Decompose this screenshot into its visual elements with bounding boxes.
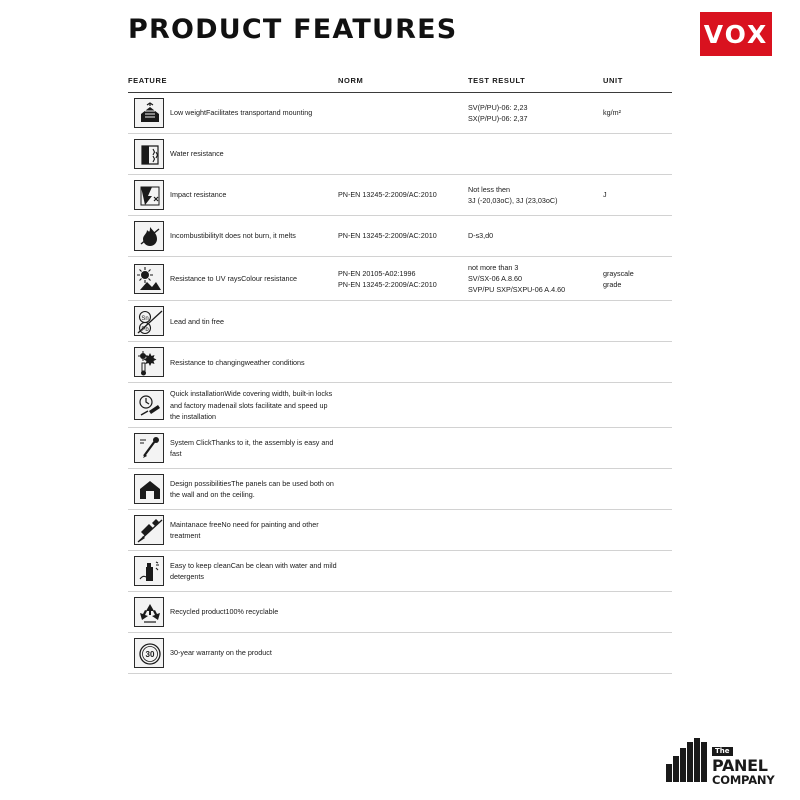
table-row xyxy=(128,428,672,469)
unit-line: kg/m² xyxy=(603,108,621,118)
norm-line: PN-EN 13245-2:2009/AC:2010 xyxy=(338,231,437,241)
unit-line: J xyxy=(603,190,607,200)
feature-text xyxy=(164,388,338,421)
feature-line: Resistance to changing xyxy=(170,357,245,367)
test-result-line: D-s3,d0 xyxy=(468,231,494,241)
feature-text xyxy=(164,273,297,284)
feature-cell xyxy=(128,638,338,668)
feature-line: Recycled product xyxy=(170,607,226,617)
feature-line: Low weight xyxy=(170,108,206,118)
norm-cell xyxy=(338,268,468,290)
feature-text xyxy=(164,519,338,541)
feature-cell xyxy=(128,264,338,294)
test-result-line: SX(P/PU)-06: 2,37 xyxy=(468,114,528,123)
table-body xyxy=(128,93,672,674)
feature-line: nail slots facilitate and speed up the installation xyxy=(170,400,328,421)
norm-cell xyxy=(338,189,468,200)
feature-cell xyxy=(128,597,338,627)
svg-text:30: 30 xyxy=(145,649,155,659)
panel-logo-panel: PANEL xyxy=(712,756,768,775)
test-result-cell xyxy=(468,184,603,206)
panel-logo-bar xyxy=(694,738,700,782)
panel-logo-bar xyxy=(680,748,686,782)
feature-text xyxy=(164,478,338,500)
panel-logo-bars-icon xyxy=(666,738,708,782)
feature-cell xyxy=(128,556,338,586)
feature-line: Maintanace free xyxy=(170,519,222,529)
impact-resistance-icon xyxy=(134,180,164,210)
test-result-cell xyxy=(468,262,603,295)
feature-line: Colour resistance xyxy=(241,274,298,284)
table-row xyxy=(128,342,672,383)
unit-cell xyxy=(603,268,672,290)
table-row xyxy=(128,592,672,633)
weather-thermometer-icon xyxy=(134,347,164,377)
unit-cell xyxy=(603,189,672,200)
panel-company-logo xyxy=(666,738,776,787)
feature-cell xyxy=(128,306,338,336)
table-row xyxy=(128,383,672,427)
feature-line: Resistance to UV rays xyxy=(170,274,242,284)
quick-installation-clock-icon xyxy=(134,390,164,420)
table-row xyxy=(128,216,672,257)
feature-text xyxy=(164,560,338,582)
feature-line: Incombustibility xyxy=(170,231,220,241)
feature-cell xyxy=(128,180,338,210)
feature-line: weather conditions xyxy=(244,357,305,367)
norm-line: PN-EN 20105-A02:1996 xyxy=(338,268,416,278)
feature-cell xyxy=(128,139,338,169)
norm-line: PN-EN 13245-2:2009/AC:2010 xyxy=(338,190,437,200)
test-result-cell xyxy=(468,102,603,124)
feature-text xyxy=(164,357,305,368)
table-row xyxy=(128,633,672,674)
feature-line: Impact resistance xyxy=(170,190,227,200)
lead-tin-free-icon xyxy=(134,306,164,336)
test-result-cell xyxy=(468,230,603,241)
feature-line: and mounting xyxy=(268,108,313,118)
feature-cell xyxy=(128,515,338,545)
water-resistance-icon xyxy=(134,139,164,169)
column-header-feature: FEATURE xyxy=(128,76,168,85)
svg-text:Sn: Sn xyxy=(141,316,149,323)
feature-text xyxy=(164,647,272,658)
test-result-line: SVP/PU SXP/SXPU-06 A.4.60 xyxy=(468,285,566,295)
feature-line: Wide covering width, built-in locks and factory made xyxy=(170,389,333,410)
feature-cell xyxy=(128,474,338,504)
column-header-unit: UNIT xyxy=(603,76,623,85)
system-click-icon xyxy=(134,433,164,463)
table-row xyxy=(128,510,672,551)
svg-text:Pb: Pb xyxy=(141,327,149,334)
unit-line: grade xyxy=(603,279,622,289)
feature-cell xyxy=(128,221,338,251)
test-result-line: SV(P/PU)-06: 2,23 xyxy=(468,102,528,112)
panel-logo-bar xyxy=(701,742,707,782)
test-result-line: not more than 3 xyxy=(468,263,519,272)
table-row xyxy=(128,301,672,342)
table-row xyxy=(128,257,672,301)
feature-line: 100% recyclable xyxy=(225,607,279,617)
norm-line: PN-EN 13245-2:2009/AC:2010 xyxy=(338,279,437,289)
panel-logo-bar xyxy=(687,742,693,782)
lightweight-house-icon xyxy=(134,98,164,128)
panel-logo-bar xyxy=(673,756,679,782)
feature-text xyxy=(164,230,296,241)
unit-cell xyxy=(603,107,672,118)
feature-text xyxy=(164,437,338,459)
incombustibility-flame-icon xyxy=(134,221,164,251)
recycling-icon xyxy=(134,597,164,627)
features-table xyxy=(128,76,672,674)
table-header-row xyxy=(128,76,672,93)
feature-text xyxy=(164,107,312,118)
feature-line: Design possibilities xyxy=(170,478,232,488)
feature-line: Can be clean with water and mild detergents xyxy=(170,560,337,581)
feature-line: Thanks to it, the assembly is easy and fast xyxy=(170,437,334,458)
feature-line: It does not burn, it melts xyxy=(219,231,296,241)
table-row xyxy=(128,175,672,216)
page-title: PRODUCT FEATURES xyxy=(128,14,458,45)
page-header xyxy=(0,0,800,70)
warranty-30-icon xyxy=(134,638,164,668)
easy-to-clean-spray-icon xyxy=(134,556,164,586)
feature-text xyxy=(164,148,224,159)
column-header-test-result: TEST RESULT xyxy=(468,76,526,85)
vox-logo: VOX xyxy=(700,12,772,56)
maintenance-free-brush-icon xyxy=(134,515,164,545)
table-row xyxy=(128,93,672,134)
test-result-line: 3J (-20,03oC), 3J (23,03oC) xyxy=(468,196,558,205)
panel-logo-bar xyxy=(666,764,672,782)
feature-text xyxy=(164,316,224,327)
feature-line: System Click xyxy=(170,437,212,447)
feature-cell xyxy=(128,98,338,128)
feature-line: Facilitates transport xyxy=(205,108,269,118)
panel-logo-the: The xyxy=(712,747,733,756)
unit-line: grayscale xyxy=(603,268,634,278)
test-result-line: Not less then xyxy=(468,184,510,194)
feature-text xyxy=(164,606,278,617)
feature-line: Lead and tin free xyxy=(170,316,224,326)
norm-cell xyxy=(338,230,468,241)
feature-line: Quick installation xyxy=(170,389,225,399)
feature-line: The panels can be used both on the wall and on the ceiling. xyxy=(170,478,334,499)
feature-line: 30-year warranty on the product xyxy=(170,648,272,658)
feature-line: No need for painting and other treatment xyxy=(170,519,319,540)
uv-rays-sun-icon xyxy=(134,264,164,294)
test-result-line: SV/SX-06 A.8.60 xyxy=(468,274,522,284)
feature-cell xyxy=(128,388,338,421)
table-row xyxy=(128,134,672,175)
feature-line: Water resistance xyxy=(170,149,224,159)
table-row xyxy=(128,551,672,592)
feature-cell xyxy=(128,347,338,377)
column-header-norm: NORM xyxy=(338,76,364,85)
feature-cell xyxy=(128,433,338,463)
design-possibilities-house-icon xyxy=(134,474,164,504)
feature-text xyxy=(164,189,226,200)
feature-line: Easy to keep clean xyxy=(170,560,231,570)
table-row xyxy=(128,469,672,510)
panel-logo-company: COMPANY xyxy=(712,773,775,787)
